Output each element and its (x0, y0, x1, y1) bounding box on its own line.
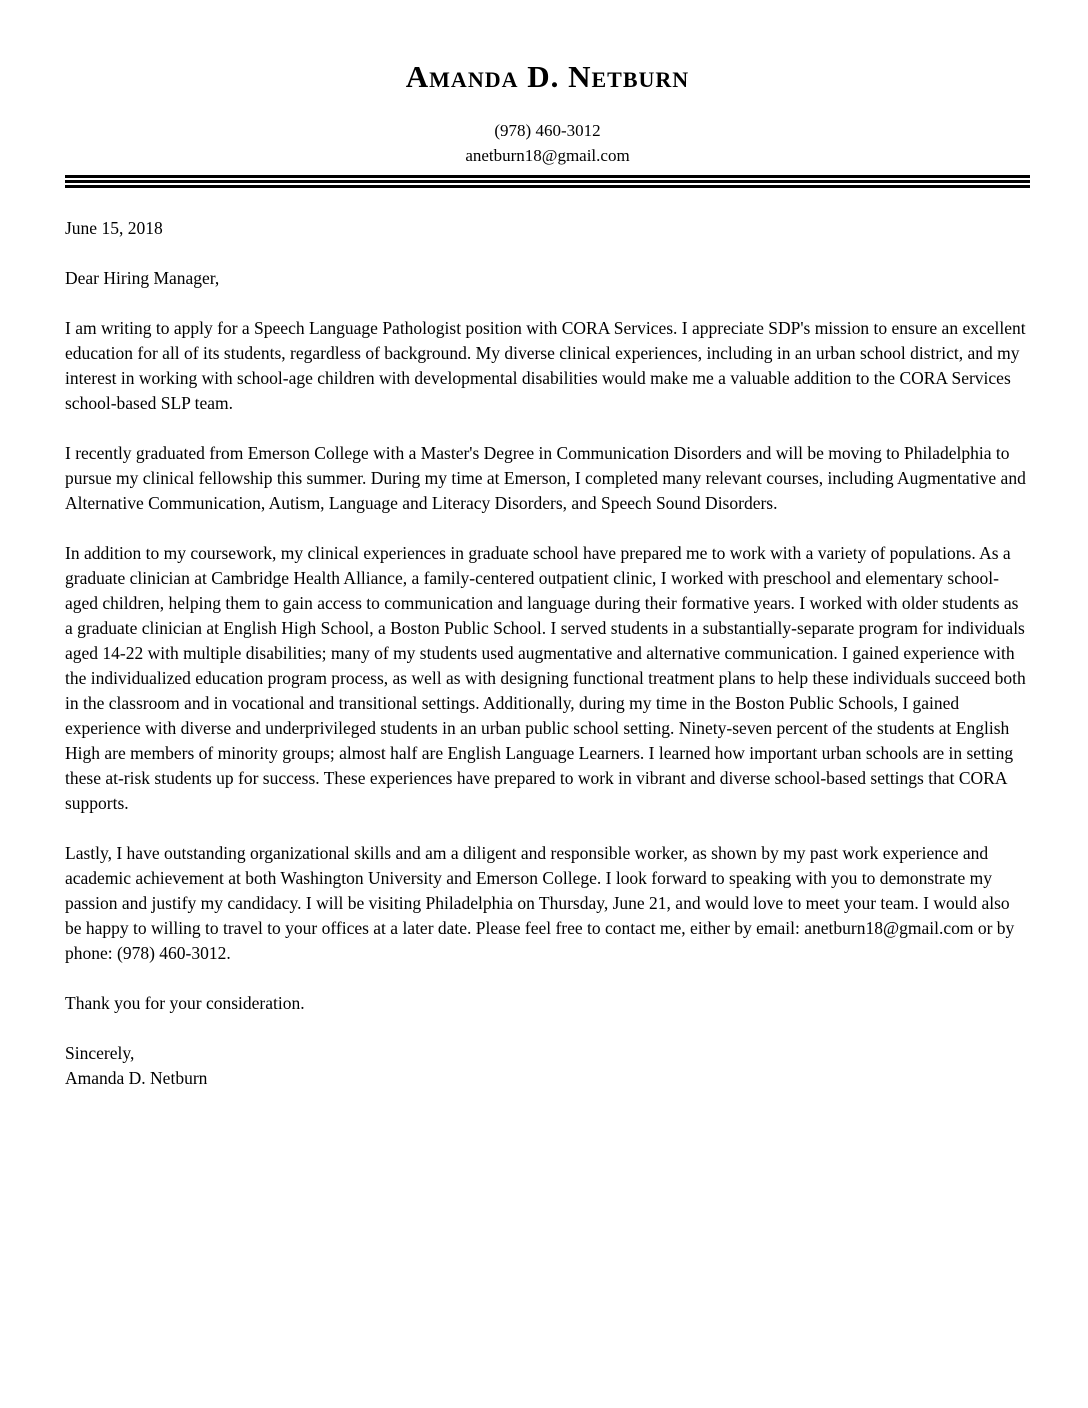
letter-date: June 15, 2018 (65, 218, 163, 239)
contact-info (65, 118, 1030, 168)
signoff: Sincerely, (65, 1043, 135, 1064)
paragraph-intro: I am writing to apply for a Speech Language Pathologist position with CORA Services. I appreciate SDP's mission to ensure an excellent education for all of its students, regardless of background. My diverse clinical experiences, including in an urban school district, and my interest in working with school-age children with developmental disabilities would make me a valuable addition to the CORA Services school-based SLP team. (65, 318, 1026, 414)
signature-name: Amanda D. Netburn (65, 1068, 208, 1089)
paragraph-education: I recently graduated from Emerson College with a Master's Degree in Communication Disorders and will be moving to Philadelphia to pursue my clinical fellowship this summer. During my time at Emerson, I completed many relevant courses, including Augmentative and Alternative Communication, Autism, Language and Literacy Disorders, and Speech Sound Disorders. (65, 443, 1026, 514)
email-address: anetburn18@gmail.com (465, 146, 630, 166)
closing-thanks: Thank you for your consideration. (65, 993, 305, 1014)
header-divider-middle-line (65, 180, 1030, 183)
header-divider (65, 175, 1030, 188)
paragraph-closing-skills: Lastly, I have outstanding organizational skills and am a diligent and responsible worker, as shown by my past work experience and academic achievement at both Washington University and Emerson College. I look forward to speaking with you to demonstrate my passion and justify my candidacy. I will be visiting Philadelphia on Thursday, June 21, and would love to meet your team. I would also be happy to willing to travel to your offices at a later date. Please feel free to contact me, either by email: anetburn18@gmail.com or by phone: (978) 460-3012. (65, 843, 1015, 964)
paragraph-clinical-experience: In addition to my coursework, my clinical experiences in graduate school have prepared me to work with a variety of populations. As a graduate clinician at Cambridge Health Alliance, a family-centered outpatient clinic, I worked with preschool and elementary school-aged children, helping them to gain access to communication and language during their formative years. I worked with older students as a graduate clinician at English High School, a Boston Public School. I served students in a substantially-separate program for individuals aged 14-22 with multiple disabilities; many of my students used augmentative and alternative communication. I gained experience with the individualized education program process, as well as with designing functional treatment plans to help these individuals succeed both in the classroom and in vocational and transitional settings. Additionally, during my time in the Boston Public Schools, I gained experience with diverse and underprivileged students in an urban public school setting. Ninety-seven percent of the students at English High are members of minority groups; almost half are English Language Learners. I learned how important urban schools are in setting these at-risk students up for success. These experiences have prepared to work in vibrant and diverse school-based settings that CORA supports. (65, 543, 1026, 814)
letter-body (65, 216, 1030, 1091)
signature-block (65, 1041, 1030, 1091)
phone-number: (978) 460-3012 (494, 121, 601, 141)
letter-header (65, 60, 1030, 188)
author-name: Amanda D. Netburn (405, 59, 690, 94)
greeting: Dear Hiring Manager, (65, 268, 220, 289)
